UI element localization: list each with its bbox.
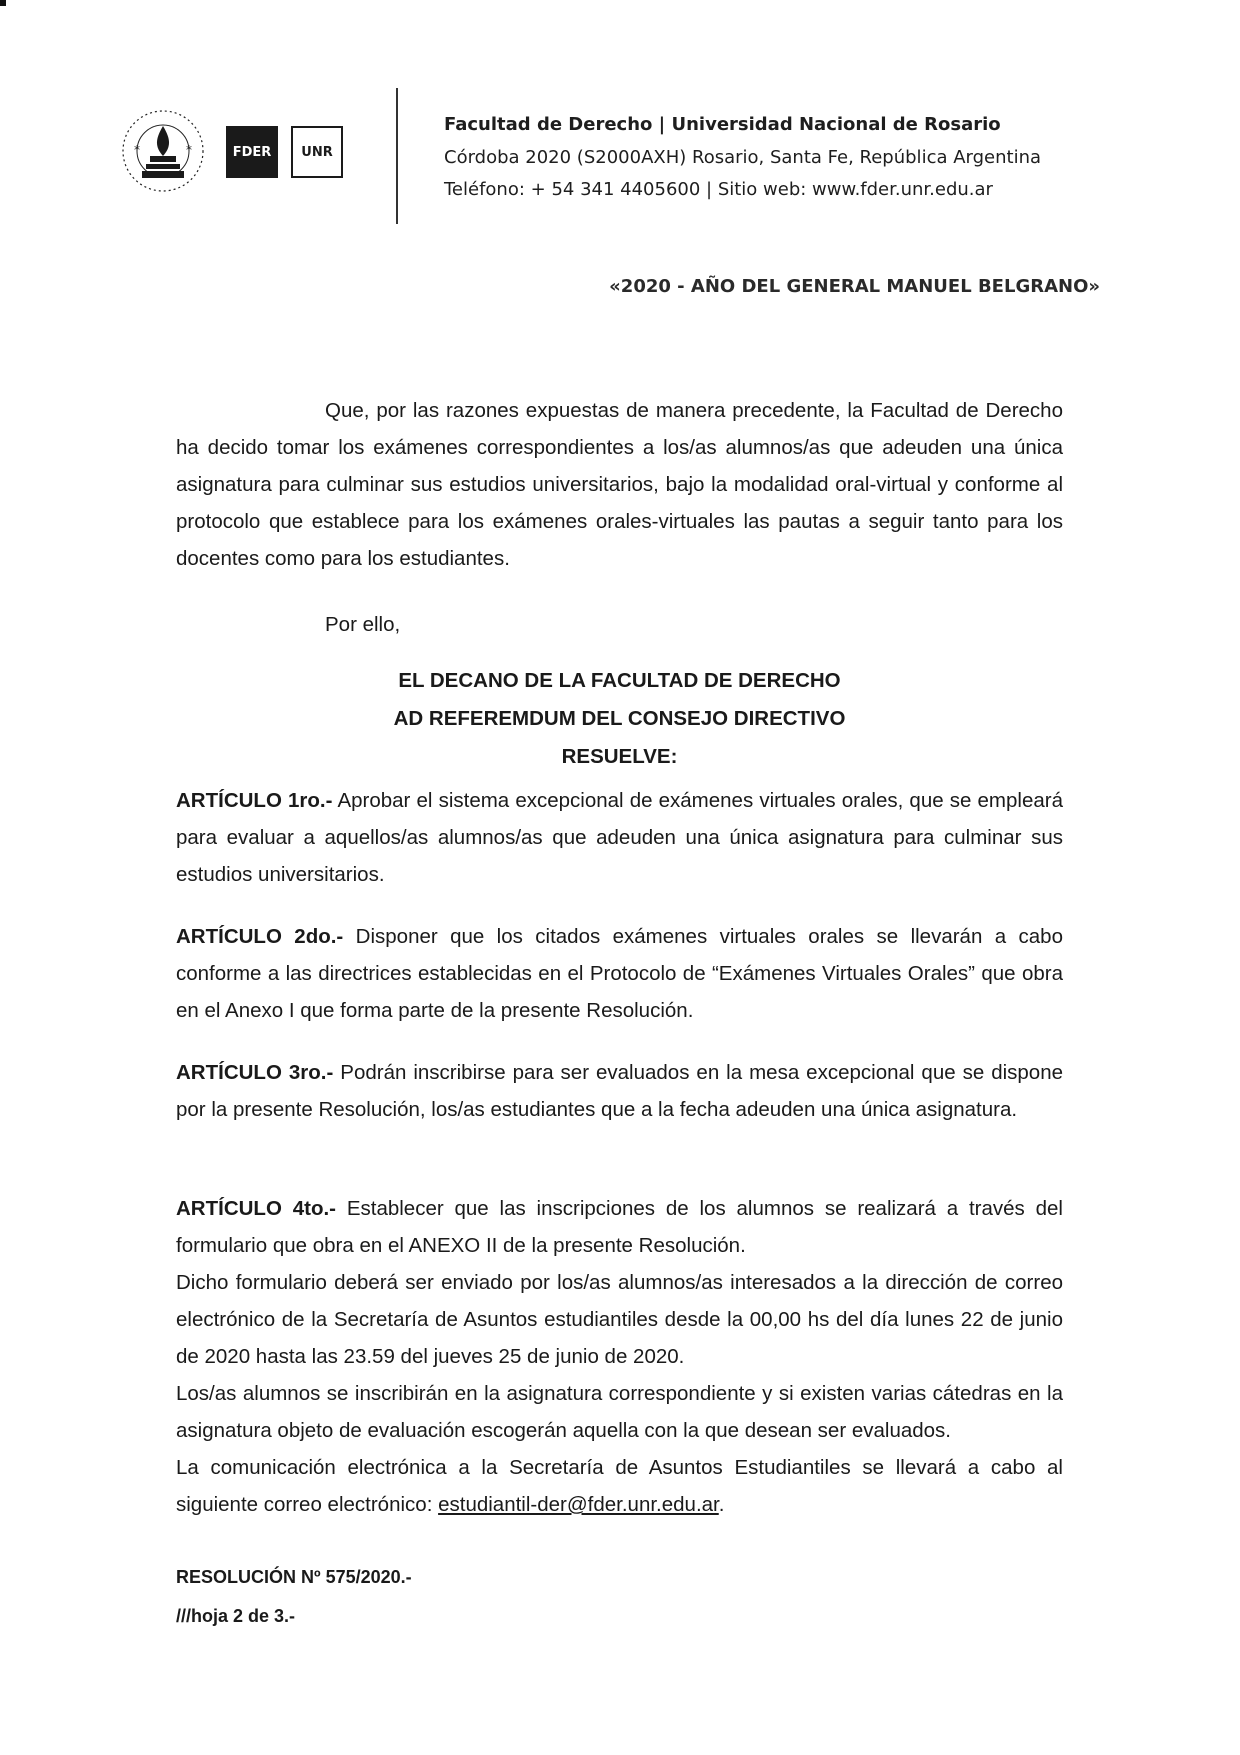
article-4-text: Establecer que las inscripciones de los alumnos se realizará a través del formulario que obra en el ANEXO II de la presente Resolución. — [176, 1197, 1063, 1257]
header-divider — [396, 88, 398, 224]
article-4-text-4: La comunicación electrónica a la Secretaría de Asuntos Estudiantiles se llevará a cabo al siguiente correo electrónico: — [176, 1456, 1063, 1516]
article-2 — [176, 918, 1063, 1029]
article-2-title: ARTÍCULO 2do.- — [176, 925, 344, 948]
header-contact: Teléfono: + 54 341 4405600 | Sitio web: www.fder.unr.edu.ar — [444, 179, 993, 200]
article-4-para-1 — [176, 1190, 1063, 1264]
article-4-para-4 — [176, 1449, 1063, 1523]
decree-line-3: RESUELVE: — [561, 745, 678, 768]
article-3-title: ARTÍCULO 3ro.- — [176, 1061, 334, 1084]
svg-text:*: * — [186, 143, 192, 157]
fder-logo: FDER — [226, 126, 278, 178]
university-seal-icon — [120, 108, 206, 194]
article-4-para-3: Los/as alumnos se inscribirán en la asignatura correspondiente y si existen varias cátedras en la asignatura objeto de evaluación escogerán aquella con la que desean ser evaluados. — [176, 1382, 1063, 1442]
article-1 — [176, 782, 1063, 893]
article-3 — [176, 1054, 1063, 1128]
por-ello-text: Por ello, — [325, 613, 401, 636]
svg-text:*: * — [134, 143, 140, 157]
article-2-text: Disponer que los citados exámenes virtuales orales se llevarán a cabo conforme a las directrices establecidas en el Protocolo de “Exámenes Virtuales Orales” que obra en el Anexo I que forma parte de la presente Resolución. — [176, 925, 1063, 1022]
decree-line-2: AD REFEREMDUM DEL CONSEJO DIRECTIVO — [393, 707, 846, 730]
decree-line-1: EL DECANO DE LA FACULTAD DE DERECHO — [398, 669, 841, 692]
year-motto: «2020 - AÑO DEL GENERAL MANUEL BELGRANO» — [609, 276, 1100, 297]
header-title: Facultad de Derecho | Universidad Nacional de Rosario — [444, 114, 1001, 135]
email-period: . — [718, 1493, 725, 1516]
article-4-para-2: Dicho formulario deberá ser enviado por los/as alumnos/as interesados a la dirección de correo electrónico de la Secretaría de Asuntos estudiantiles desde la 00,00 hs del día lunes 22 de junio de 2020 hasta las 23.59 del jueves 25 de junio de 2020. — [176, 1271, 1063, 1368]
header-address: Córdoba 2020 (S2000AXH) Rosario, Santa Fe, República Argentina — [444, 147, 1042, 168]
intro-paragraph: Que, por las razones expuestas de manera precedente, la Facultad de Derecho ha decido tomar los exámenes correspondientes a los/as alumnos/as que adeuden una única asignatura para culminar sus estudios universitarios, bajo la modalidad oral-virtual y conforme al protocolo que establece para los exámenes orales-virtuales las pautas a seguir tanto para los docentes como para los estudiantes. — [176, 399, 1063, 570]
article-4 — [176, 1190, 1063, 1523]
page-reference: ///hoja 2 de 3.- — [176, 1606, 296, 1626]
unr-logo: UNR — [291, 126, 343, 178]
article-4-title: ARTÍCULO 4to.- — [176, 1197, 336, 1220]
resolution-number: RESOLUCIÓN Nº 575/2020.- — [176, 1567, 412, 1587]
article-3-text: Podrán inscribirse para ser evaluados en la mesa excepcional que se dispone por la presente Resolución, los/as estudiantes que a la fecha adeuden una única asignatura. — [176, 1061, 1063, 1121]
article-1-text: Aprobar el sistema excepcional de exámenes virtuales orales, que se empleará para evaluar a aquellos/as alumnos/as que adeuden una única asignatura para culminar sus estudios universitarios. — [176, 789, 1063, 886]
email-link[interactable]: estudiantil-der@fder.unr.edu.ar — [438, 1493, 719, 1516]
article-1-title: ARTÍCULO 1ro.- — [176, 789, 333, 812]
scan-mark — [0, 0, 6, 6]
